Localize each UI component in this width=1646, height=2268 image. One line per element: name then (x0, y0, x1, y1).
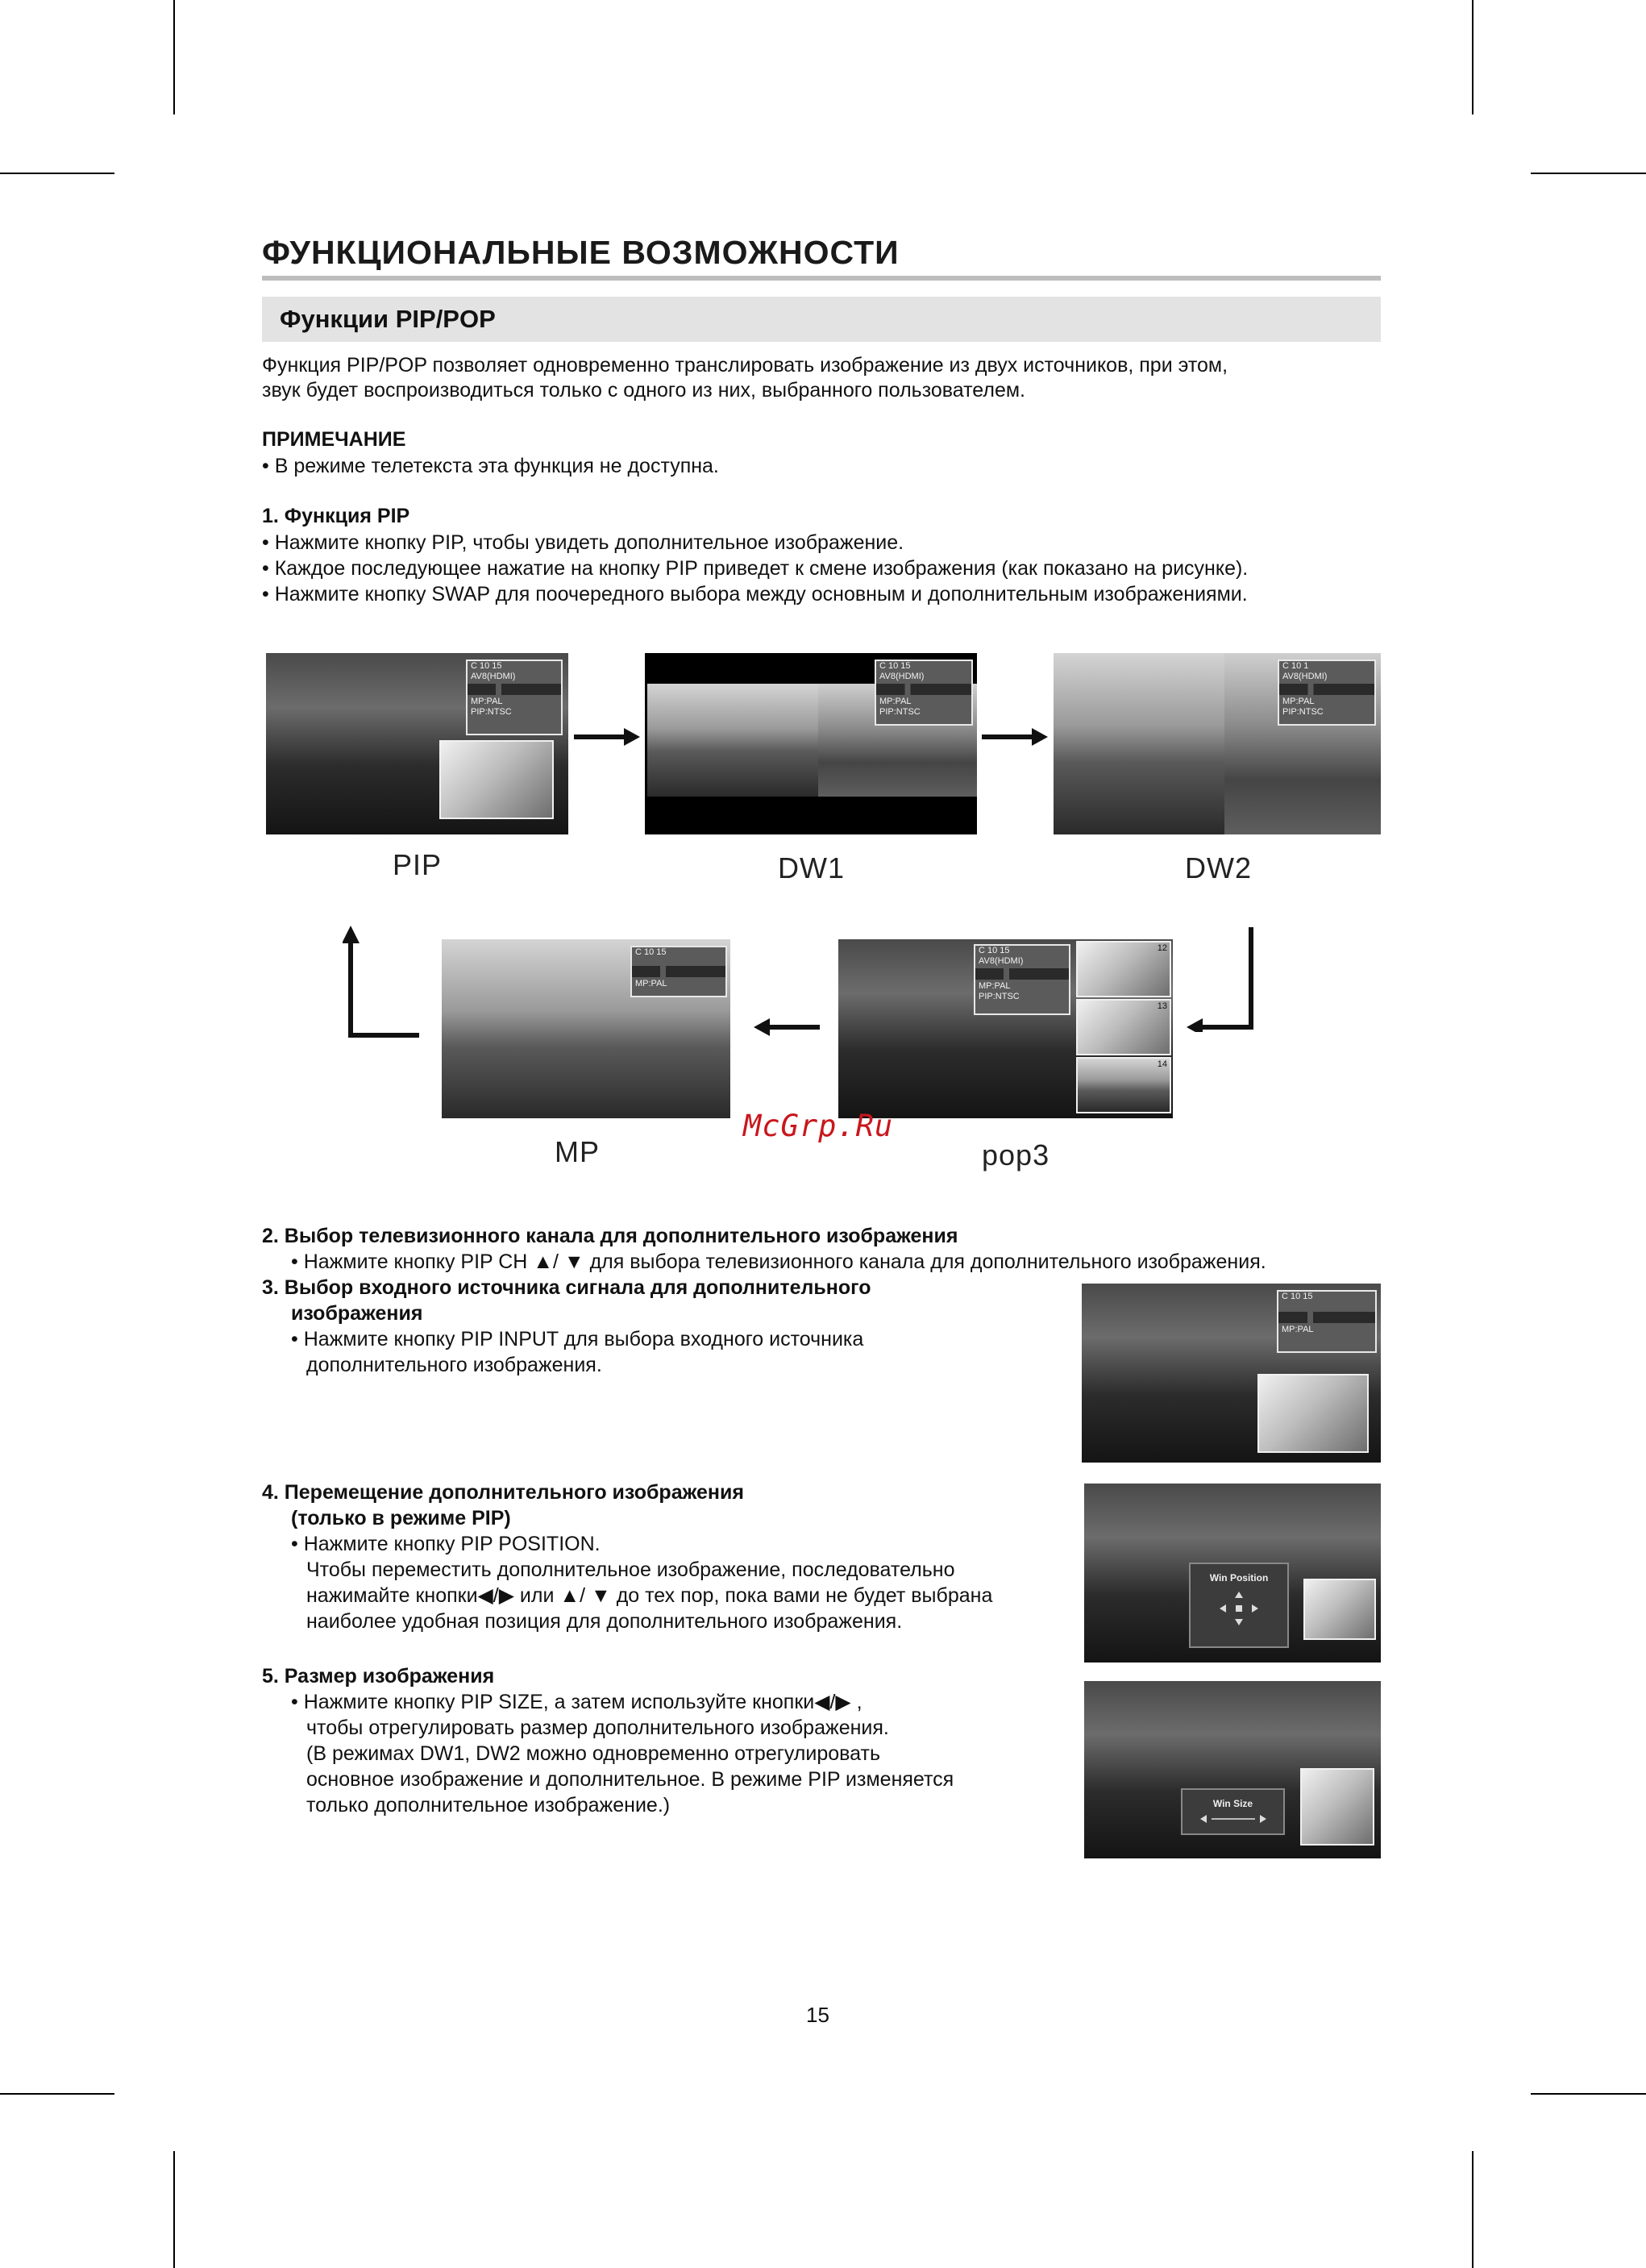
arrow-left-icon (754, 1016, 820, 1038)
pop3-number: 13 (1157, 1001, 1167, 1011)
osd-pip: PIP:NTSC (979, 992, 1020, 1001)
osd-source: AV8(HDMI) (471, 672, 516, 681)
pip-inset (1300, 1768, 1374, 1846)
osd-source: AV8(HDMI) (1282, 672, 1328, 681)
item1-heading: 1. Функция PIP (262, 505, 410, 527)
item1-bullet: • Каждое последующее нажатие на кнопку PIP приведет к смене изображения (как показано на рисунке). (262, 557, 1249, 580)
crop-mark (1531, 173, 1646, 174)
item3-text: дополнительного изображения. (306, 1354, 602, 1376)
dw2-screenshot (1054, 653, 1381, 834)
osd-panel (630, 946, 727, 997)
osd-mp: MP:PAL (635, 979, 667, 988)
pip-screenshot (266, 653, 568, 834)
dw1-screenshot (645, 653, 977, 834)
page-title: ФУНКЦИОНАЛЬНЫЕ ВОЗМОЖНОСТИ (262, 234, 900, 271)
item5-heading: 5. Размер изображения (262, 1665, 495, 1687)
arrow-right-icon (574, 726, 640, 748)
osd-channel: C 10 15 (471, 661, 502, 671)
item4-text: наиболее удобная позиция для дополнительного изображения. (306, 1610, 903, 1633)
intro-line: звук будет воспроизводиться только с одного из них, выбранного пользователем. (262, 379, 1025, 402)
item4-heading: 4. Перемещение дополнительного изображения (262, 1481, 744, 1504)
arrow-return-icon (1183, 927, 1256, 1032)
item2-heading: 2. Выбор телевизионного канала для дополнительного изображения (262, 1225, 958, 1247)
pop3-number: 14 (1157, 1059, 1167, 1069)
pip-inset (439, 740, 554, 819)
size-slider-icon (1197, 1812, 1270, 1825)
osd-panel (466, 660, 563, 735)
osd-mp: MP:PAL (1282, 1325, 1314, 1334)
dw2-left-image (1054, 653, 1224, 834)
item5-text: чтобы отрегулировать размер дополнительного изображения. (306, 1717, 889, 1739)
item5-text: основное изображение и дополнительное. В режиме PIP изменяется (306, 1768, 954, 1791)
item4-heading: (только в режиме PIP) (291, 1507, 511, 1529)
section-title: Функции PIP/POP (280, 305, 496, 333)
osd-bars (468, 684, 561, 695)
pip-inset (1303, 1579, 1376, 1640)
caption-dw1: DW1 (778, 851, 845, 884)
note-heading: ПРИМЕЧАНИЕ (262, 428, 406, 451)
dialog-title: Win Size (1212, 1798, 1253, 1809)
item4-text: нажимайте кнопки◀/▶ или ▲/ ▼ до тех пор, пока вами не будет выбрана (306, 1584, 993, 1607)
osd-mp: MP:PAL (879, 697, 912, 706)
osd-source: AV8(HDMI) (979, 956, 1024, 966)
osd-channel: C 10 1 (1282, 661, 1309, 671)
arrow-loop-icon (343, 926, 423, 1040)
crop-mark (173, 0, 175, 114)
pop3-number: 12 (1157, 943, 1167, 953)
osd-channel: C 10 15 (1282, 1292, 1313, 1301)
position-screenshot (1084, 1484, 1381, 1663)
mp-screenshot (442, 939, 730, 1118)
crop-mark (1472, 0, 1474, 114)
input-screenshot (1082, 1284, 1381, 1463)
crop-mark (1531, 2093, 1646, 2095)
osd-channel: C 10 15 (879, 661, 911, 671)
osd-mp: MP:PAL (979, 981, 1011, 991)
osd-panel (875, 660, 973, 726)
item3-heading: 3. Выбор входного источника сигнала для дополнительного (262, 1276, 871, 1299)
crop-mark (0, 2093, 114, 2095)
osd-pip: PIP:NTSC (471, 707, 512, 717)
pip-inset (1257, 1374, 1369, 1453)
item1-bullet: • Нажмите кнопку PIP, чтобы увидеть дополнительное изображение. (262, 531, 904, 554)
watermark: McGrp.Ru (743, 1109, 894, 1143)
pop3-thumbnail (1076, 941, 1171, 997)
osd-bars (876, 684, 971, 695)
item3-text: • Нажмите кнопку PIP INPUT для выбора входного источника (291, 1328, 864, 1350)
note-text: • В режиме телетекста эта функция не доступна. (262, 455, 719, 477)
dw1-left-image (647, 684, 818, 797)
item4-text: • Нажмите кнопку PIP POSITION. (291, 1533, 601, 1555)
item4-text: Чтобы переместить дополнительное изображение, последовательно (306, 1558, 955, 1581)
item5-text: (В режимах DW1, DW2 можно одновременно отрегулировать (306, 1742, 880, 1765)
win-size-dialog (1181, 1788, 1285, 1835)
crop-mark (0, 173, 114, 174)
osd-source: AV8(HDMI) (879, 672, 925, 681)
caption-dw2: DW2 (1185, 851, 1252, 884)
crop-mark (1472, 2151, 1474, 2268)
item5-text: только дополнительное изображение.) (306, 1794, 671, 1816)
osd-bars (1279, 684, 1374, 695)
caption-mp: MP (555, 1135, 600, 1168)
osd-channel: C 10 15 (635, 947, 667, 957)
dialog-title: Win Position (1209, 1572, 1269, 1583)
item2-text: • Нажмите кнопку PIP CH ▲/ ▼ для выбора телевизионного канала для дополнительного изображения. (291, 1251, 1266, 1273)
osd-channel: C 10 15 (979, 946, 1010, 955)
win-position-dialog (1189, 1563, 1289, 1648)
direction-pad-icon (1215, 1588, 1263, 1629)
item3-heading: изображения (291, 1302, 423, 1325)
osd-mp: MP:PAL (471, 697, 503, 706)
item1-bullet: • Нажмите кнопку SWAP для поочередного выбора между основным и дополнительным изображениями. (262, 583, 1248, 605)
pop3-thumbnail (1076, 999, 1171, 1055)
caption-pip: PIP (393, 848, 443, 881)
osd-pip: PIP:NTSC (1282, 707, 1324, 717)
item5-text: • Нажмите кнопку PIP SIZE, а затем используйте кнопки◀/▶ , (291, 1691, 862, 1713)
osd-pip: PIP:NTSC (879, 707, 921, 717)
intro-line: Функция PIP/POP позволяет одновременно транслировать изображение из двух источников, при этом, (262, 354, 1228, 377)
page-number: 15 (806, 2003, 829, 2027)
crop-mark (173, 2151, 175, 2268)
pop3-screenshot (838, 939, 1173, 1118)
section-header (262, 297, 1381, 342)
pop3-thumbnail (1076, 1057, 1171, 1113)
title-rule (262, 276, 1381, 281)
osd-bars (632, 966, 725, 977)
osd-panel (1278, 660, 1376, 726)
arrow-right-icon (982, 726, 1048, 748)
osd-bars (975, 968, 1069, 980)
osd-panel (1277, 1290, 1377, 1353)
osd-panel (974, 944, 1070, 1015)
caption-pop3: pop3 (982, 1138, 1050, 1171)
osd-mp: MP:PAL (1282, 697, 1315, 706)
size-screenshot (1084, 1681, 1381, 1858)
osd-bars (1278, 1312, 1375, 1323)
